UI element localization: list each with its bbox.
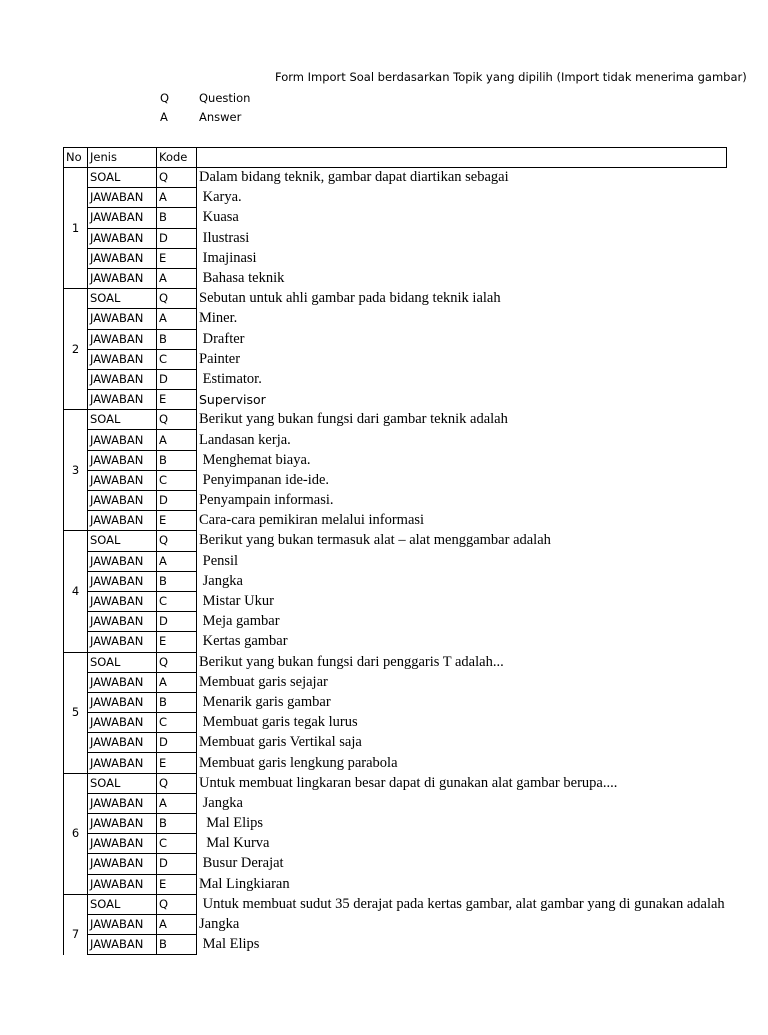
cell-jenis[interactable]: SOAL xyxy=(88,410,157,430)
cell-jenis[interactable]: JAWABAN xyxy=(88,713,157,733)
table-row xyxy=(64,632,727,652)
table-row xyxy=(64,612,727,632)
cell-jenis[interactable]: JAWABAN xyxy=(88,188,157,208)
cell-text[interactable]: Berikut yang bukan fungsi dari gambar teknik adalah xyxy=(197,410,727,430)
cell-text[interactable]: Membuat garis sejajar xyxy=(197,672,727,692)
cell-jenis[interactable]: JAWABAN xyxy=(88,268,157,288)
cell-jenis[interactable]: JAWABAN xyxy=(88,591,157,611)
cell-jenis[interactable]: JAWABAN xyxy=(88,491,157,511)
cell-kode[interactable]: E xyxy=(157,390,197,410)
header-kode: Kode xyxy=(157,148,197,168)
table-row xyxy=(64,228,727,248)
table-row xyxy=(64,168,727,188)
cell-jenis[interactable]: SOAL xyxy=(88,894,157,914)
cell-kode[interactable]: D xyxy=(157,854,197,874)
cell-text[interactable]: Miner. xyxy=(197,309,727,329)
cell-kode[interactable]: C xyxy=(157,834,197,854)
cell-text[interactable]: Mal Elips xyxy=(197,935,727,955)
cell-jenis[interactable]: JAWABAN xyxy=(88,814,157,834)
cell-no[interactable]: 3 xyxy=(64,410,88,531)
cell-kode[interactable]: D xyxy=(157,612,197,632)
cell-text[interactable]: Bahasa teknik xyxy=(197,268,727,288)
cell-kode[interactable]: Q xyxy=(157,168,197,188)
cell-text[interactable]: Menghemat biaya. xyxy=(197,450,727,470)
table-row xyxy=(64,450,727,470)
cell-no[interactable]: 2 xyxy=(64,289,88,410)
page-title: Form Import Soal berdasarkan Topik yang dipilih (Import tidak menerima gambar) xyxy=(275,70,747,84)
legend-meaning-answer: Answer xyxy=(199,110,242,124)
cell-jenis[interactable]: JAWABAN xyxy=(88,511,157,531)
table-row xyxy=(64,208,727,228)
cell-jenis[interactable]: JAWABAN xyxy=(88,349,157,369)
cell-kode[interactable]: C xyxy=(157,713,197,733)
page-bottom-margin xyxy=(0,955,768,1035)
table-row xyxy=(64,753,727,773)
cell-text[interactable]: Membuat garis Vertikal saja xyxy=(197,733,727,753)
cell-text[interactable]: Jangka xyxy=(197,793,727,813)
table-row xyxy=(64,935,727,955)
cell-text[interactable]: Supervisor xyxy=(197,390,727,410)
table-row xyxy=(64,491,727,511)
cell-text[interactable]: Kuasa xyxy=(197,208,727,228)
table-row xyxy=(64,733,727,753)
table-row xyxy=(64,309,727,329)
cell-kode[interactable]: C xyxy=(157,591,197,611)
cell-kode[interactable]: C xyxy=(157,349,197,369)
cell-kode[interactable]: E xyxy=(157,753,197,773)
cell-kode[interactable]: B xyxy=(157,571,197,591)
table-row xyxy=(64,672,727,692)
cell-kode[interactable]: E xyxy=(157,632,197,652)
cell-jenis[interactable]: JAWABAN xyxy=(88,753,157,773)
cell-text[interactable]: Drafter xyxy=(197,329,727,349)
cell-kode[interactable]: B xyxy=(157,450,197,470)
table-row xyxy=(64,914,727,934)
cell-text[interactable]: Painter xyxy=(197,349,727,369)
legend-meaning-question: Question xyxy=(199,91,251,105)
cell-kode[interactable]: A xyxy=(157,188,197,208)
cell-jenis[interactable]: JAWABAN xyxy=(88,571,157,591)
table-row xyxy=(64,571,727,591)
cell-text[interactable]: Berikut yang bukan fungsi dari penggaris T adalah... xyxy=(197,652,727,672)
cell-text[interactable]: Berikut yang bukan termasuk alat – alat menggambar adalah xyxy=(197,531,727,551)
cell-jenis[interactable]: JAWABAN xyxy=(88,551,157,571)
table-row xyxy=(64,713,727,733)
header-jenis: Jenis xyxy=(88,148,157,168)
table-body xyxy=(64,168,727,976)
cell-text[interactable]: Karya. xyxy=(197,188,727,208)
cell-kode[interactable]: A xyxy=(157,672,197,692)
cell-jenis[interactable]: JAWABAN xyxy=(88,228,157,248)
cell-kode[interactable]: A xyxy=(157,914,197,934)
cell-kode[interactable]: D xyxy=(157,733,197,753)
table-row xyxy=(64,531,727,551)
cell-text[interactable]: Mistar Ukur xyxy=(197,591,727,611)
cell-jenis[interactable]: JAWABAN xyxy=(88,692,157,712)
cell-kode[interactable]: B xyxy=(157,692,197,712)
cell-kode[interactable]: A xyxy=(157,268,197,288)
table-row xyxy=(64,511,727,531)
cell-kode[interactable]: A xyxy=(157,309,197,329)
cell-jenis[interactable]: SOAL xyxy=(88,168,157,188)
cell-kode[interactable]: E xyxy=(157,248,197,268)
table-row xyxy=(64,894,727,914)
cell-jenis[interactable]: JAWABAN xyxy=(88,450,157,470)
cell-no[interactable]: 4 xyxy=(64,531,88,652)
question-table xyxy=(63,147,727,976)
cell-jenis[interactable]: JAWABAN xyxy=(88,309,157,329)
table-row xyxy=(64,692,727,712)
cell-jenis[interactable]: JAWABAN xyxy=(88,369,157,389)
cell-text[interactable]: Pensil xyxy=(197,551,727,571)
table-row xyxy=(64,874,727,894)
cell-text[interactable]: Menarik garis gambar xyxy=(197,692,727,712)
cell-kode[interactable]: E xyxy=(157,511,197,531)
cell-kode[interactable]: E xyxy=(157,874,197,894)
table-row xyxy=(64,834,727,854)
cell-text[interactable]: Mal Elips xyxy=(197,814,727,834)
cell-text[interactable]: Dalam bidang teknik, gambar dapat diartikan sebagai xyxy=(197,168,727,188)
cell-kode[interactable]: Q xyxy=(157,289,197,309)
cell-kode[interactable]: D xyxy=(157,369,197,389)
cell-kode[interactable]: Q xyxy=(157,894,197,914)
cell-text[interactable]: Mal Lingkiaran xyxy=(197,874,727,894)
cell-no[interactable]: 6 xyxy=(64,773,88,894)
cell-text[interactable]: Imajinasi xyxy=(197,248,727,268)
cell-kode[interactable]: D xyxy=(157,228,197,248)
cell-kode[interactable]: A xyxy=(157,551,197,571)
cell-text[interactable]: Jangka xyxy=(197,914,727,934)
table-row xyxy=(64,591,727,611)
cell-text[interactable]: Sebutan untuk ahli gambar pada bidang teknik ialah xyxy=(197,289,727,309)
table-row xyxy=(64,369,727,389)
table-row xyxy=(64,349,727,369)
cell-text[interactable]: Busur Derajat xyxy=(197,854,727,874)
table-row xyxy=(64,854,727,874)
cell-kode[interactable]: B xyxy=(157,814,197,834)
cell-kode[interactable]: B xyxy=(157,208,197,228)
cell-jenis[interactable]: JAWABAN xyxy=(88,612,157,632)
cell-kode[interactable]: A xyxy=(157,430,197,450)
cell-text[interactable]: Estimator. xyxy=(197,369,727,389)
header-no: No xyxy=(64,148,88,168)
cell-kode[interactable]: B xyxy=(157,935,197,955)
table-row xyxy=(64,551,727,571)
table-row xyxy=(64,248,727,268)
cell-text[interactable]: Membuat garis lengkung parabola xyxy=(197,753,727,773)
cell-text[interactable]: Landasan kerja. xyxy=(197,430,727,450)
cell-jenis[interactable]: JAWABAN xyxy=(88,914,157,934)
cell-jenis[interactable]: JAWABAN xyxy=(88,874,157,894)
table-row xyxy=(64,410,727,430)
cell-jenis[interactable]: JAWABAN xyxy=(88,834,157,854)
cell-text[interactable]: Ilustrasi xyxy=(197,228,727,248)
header-text xyxy=(197,148,727,168)
cell-kode[interactable]: Q xyxy=(157,773,197,793)
cell-jenis[interactable]: SOAL xyxy=(88,289,157,309)
cell-jenis[interactable]: JAWABAN xyxy=(88,672,157,692)
cell-text[interactable]: Membuat garis tegak lurus xyxy=(197,713,727,733)
cell-jenis[interactable]: JAWABAN xyxy=(88,470,157,490)
cell-no[interactable]: 7 xyxy=(64,894,88,975)
cell-jenis[interactable]: SOAL xyxy=(88,652,157,672)
cell-jenis[interactable]: JAWABAN xyxy=(88,854,157,874)
cell-jenis[interactable]: JAWABAN xyxy=(88,329,157,349)
cell-text[interactable]: Kertas gambar xyxy=(197,632,727,652)
cell-jenis[interactable]: JAWABAN xyxy=(88,208,157,228)
table-row xyxy=(64,793,727,813)
cell-jenis[interactable]: JAWABAN xyxy=(88,248,157,268)
cell-jenis[interactable]: JAWABAN xyxy=(88,632,157,652)
cell-jenis[interactable]: SOAL xyxy=(88,773,157,793)
cell-kode[interactable]: C xyxy=(157,470,197,490)
table-row xyxy=(64,652,727,672)
cell-text[interactable]: Mal Kurva xyxy=(197,834,727,854)
cell-text[interactable]: Penyampain informasi. xyxy=(197,491,727,511)
legend-code-q: Q xyxy=(160,91,170,105)
cell-jenis[interactable]: JAWABAN xyxy=(88,793,157,813)
legend-code-a: A xyxy=(160,110,168,124)
table-row xyxy=(64,289,727,309)
cell-text[interactable]: Penyimpanan ide-ide. xyxy=(197,470,727,490)
table-row xyxy=(64,268,727,288)
cell-kode[interactable]: B xyxy=(157,329,197,349)
table-row xyxy=(64,773,727,793)
cell-text[interactable]: Cara-cara pemikiran melalui informasi xyxy=(197,511,727,531)
table-row xyxy=(64,390,727,410)
cell-no[interactable]: 5 xyxy=(64,652,88,773)
table-row xyxy=(64,814,727,834)
table-row xyxy=(64,470,727,490)
cell-kode[interactable]: Q xyxy=(157,410,197,430)
cell-kode[interactable]: D xyxy=(157,491,197,511)
cell-jenis[interactable]: JAWABAN xyxy=(88,733,157,753)
cell-kode[interactable]: A xyxy=(157,793,197,813)
cell-text[interactable]: Meja gambar xyxy=(197,612,727,632)
cell-text[interactable]: Jangka xyxy=(197,571,727,591)
table-row xyxy=(64,188,727,208)
table-row xyxy=(64,430,727,450)
table-header-row xyxy=(64,148,727,168)
cell-jenis[interactable]: JAWABAN xyxy=(88,430,157,450)
cell-kode[interactable]: Q xyxy=(157,652,197,672)
cell-no[interactable]: 1 xyxy=(64,168,88,289)
cell-kode[interactable]: Q xyxy=(157,531,197,551)
table-row xyxy=(64,329,727,349)
cell-jenis[interactable]: SOAL xyxy=(88,531,157,551)
cell-jenis[interactable]: JAWABAN xyxy=(88,390,157,410)
cell-text[interactable]: Untuk membuat sudut 35 derajat pada kertas gambar, alat gambar yang di gunakan adalah xyxy=(197,894,727,914)
cell-text[interactable]: Untuk membuat lingkaran besar dapat di gunakan alat gambar berupa.... xyxy=(197,773,727,793)
cell-jenis[interactable]: JAWABAN xyxy=(88,935,157,955)
